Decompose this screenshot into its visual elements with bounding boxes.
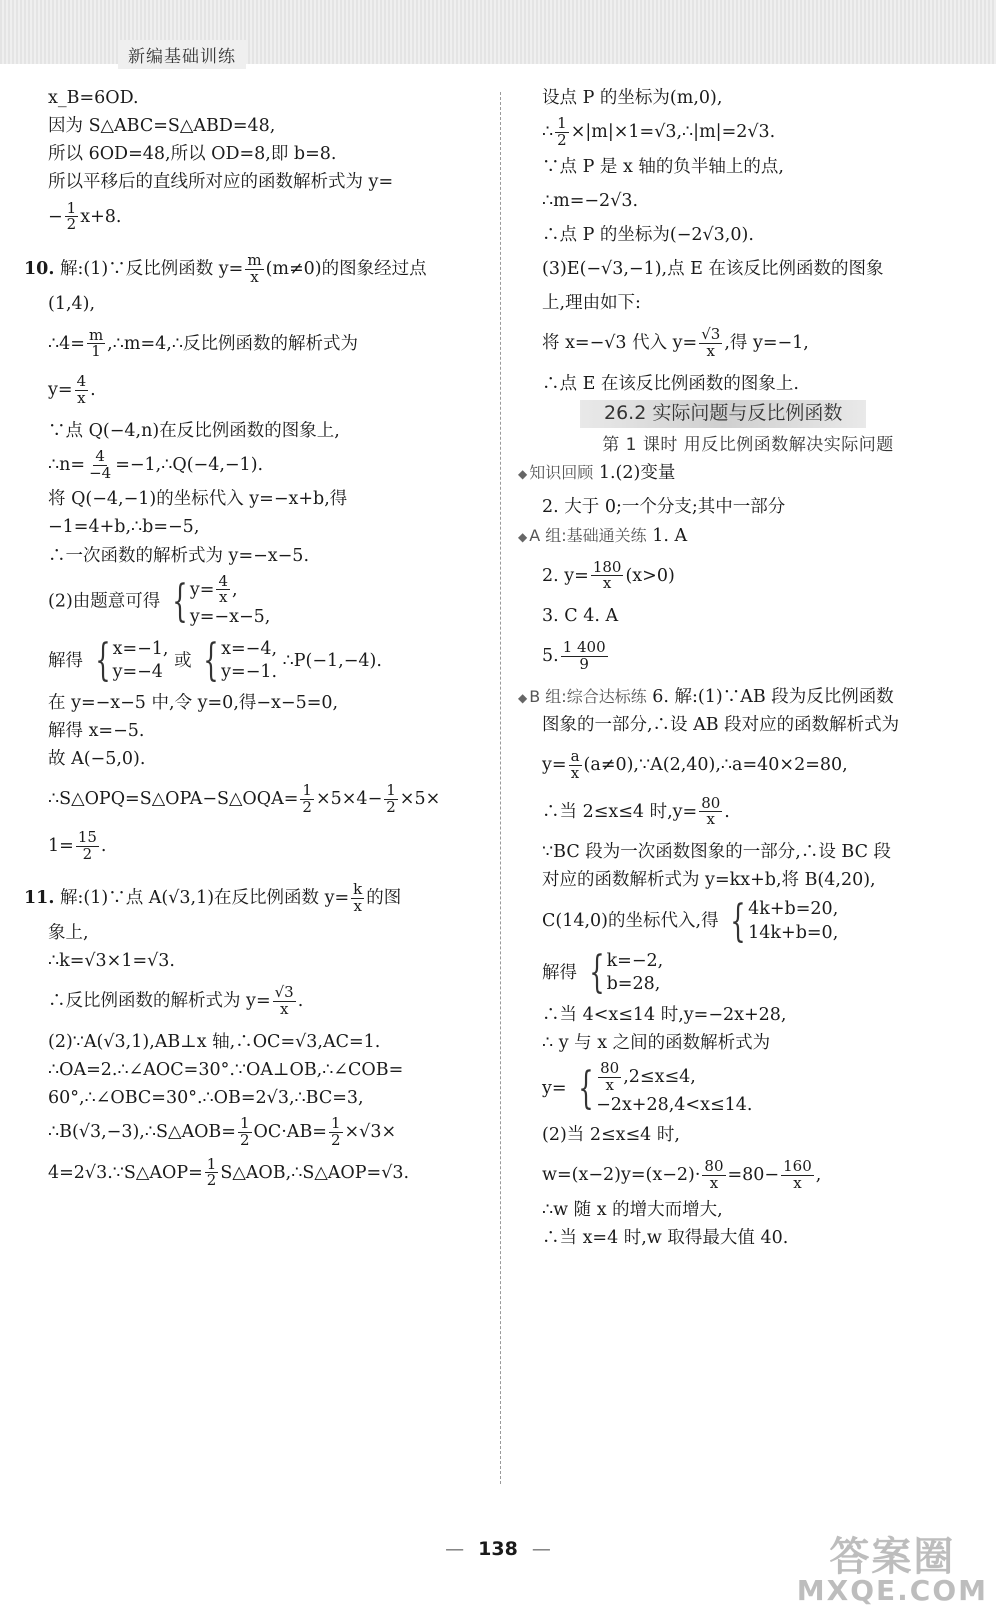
- text: =−1,∴Q(−4,−1).: [115, 454, 264, 475]
- formula-line: [518, 116, 978, 149]
- text-line: 设点 P 的坐标为(m,0),: [542, 88, 723, 108]
- system-row: 14k+b=0,: [748, 922, 839, 943]
- fraction: [205, 1154, 219, 1190]
- fraction: [87, 446, 113, 482]
- numerator: 4: [76, 372, 87, 391]
- denominator: x: [250, 267, 259, 286]
- brace: {: [94, 635, 111, 687]
- question-11-line: [24, 882, 480, 915]
- fraction: [569, 749, 582, 782]
- text-line: ∴一次函数的解析式为 y=−x−5.: [48, 545, 310, 566]
- right-column: [518, 88, 978, 1248]
- text: 解得: [48, 650, 83, 671]
- text-line: 图象的一部分,∴设 AB 段对应的函数解析式为: [542, 714, 900, 735]
- text: .: [724, 801, 730, 822]
- system-row: x=−4,: [221, 638, 278, 659]
- system-row: x=−1,: [112, 638, 169, 659]
- system-row: y=−1.: [221, 662, 278, 683]
- denominator: x: [602, 574, 612, 593]
- text: .: [90, 379, 96, 400]
- denominator: 2: [330, 1130, 341, 1149]
- section-tag: 知识回顾: [529, 463, 594, 483]
- text: .: [297, 990, 304, 1011]
- text: w=(x−2)y=(x−2)·: [542, 1165, 701, 1186]
- text-line: 2. 大于 0;一个分支;其中一部分: [542, 497, 786, 518]
- numerator: 4: [218, 571, 228, 590]
- text: ,2≤x≤4,: [623, 1066, 696, 1087]
- text-line: 所以 6OD=48,所以 OD=8,即 b=8.: [48, 144, 337, 165]
- system-line: [24, 635, 480, 687]
- text-line: 象上,: [48, 922, 89, 943]
- fraction: [245, 253, 263, 286]
- fraction: [273, 985, 296, 1018]
- system-line: [518, 895, 978, 947]
- numerator: 4: [95, 446, 105, 465]
- numerator: √3: [701, 325, 721, 344]
- text: −: [48, 206, 63, 227]
- text-line: ∴k=√3×1=√3.: [48, 951, 175, 971]
- system-row: b=28,: [606, 974, 661, 995]
- text: 解得: [542, 962, 577, 983]
- text-line: x_B=6OD.: [48, 88, 139, 108]
- formula-line: [518, 557, 978, 593]
- text: ,得 y=−1,: [724, 333, 809, 353]
- formula-line: [518, 793, 978, 829]
- text: x+8.: [80, 206, 122, 227]
- denominator: −4: [89, 463, 112, 482]
- text-line: ∵点 P 是 x 轴的负半轴上的点,: [542, 156, 784, 177]
- text: 5.: [542, 646, 559, 667]
- text: ,∴m=4,∴反比例函数的解析式为: [107, 333, 358, 354]
- text-line: 所以平移后的直线所对应的函数解析式为 y=: [48, 172, 394, 193]
- numerator: 1 400: [562, 638, 606, 657]
- denominator: 2: [239, 1130, 250, 1149]
- lesson-title: 第 1 课时 用反比例函数解决实际问题: [602, 434, 894, 455]
- question-10-line: [24, 253, 480, 286]
- header-title: 新编基础训练: [118, 40, 246, 69]
- numerator: 1: [239, 1114, 250, 1132]
- fraction: [699, 327, 722, 360]
- text-line: ∴OA=2.∴∠AOC=30°.∵OA⊥OB,∴∠COB=: [48, 1059, 404, 1080]
- numerator: √3: [274, 983, 294, 1002]
- text-line: 上,理由如下:: [542, 293, 641, 314]
- brace: {: [203, 635, 219, 687]
- text: ∴n=: [48, 454, 86, 475]
- piecewise-line: [518, 1061, 978, 1117]
- fraction: [598, 1061, 621, 1094]
- text-line: 将 Q(−4,−1)的坐标代入 y=−x+b,得: [48, 489, 348, 510]
- question-number: 10.: [24, 258, 55, 279]
- text: ×5×: [399, 789, 441, 810]
- numerator: 1: [386, 781, 396, 800]
- numerator: m: [88, 325, 104, 344]
- text: ∴S△OPQ=S△OPA−S△OQA=: [48, 789, 299, 810]
- text: .: [100, 835, 107, 856]
- text: y=: [542, 754, 567, 775]
- text: S△AOB,∴S△AOP=√3.: [220, 1162, 410, 1183]
- numerator: 180: [592, 557, 622, 576]
- fraction: [329, 1116, 343, 1149]
- section-tag: B 组:综合达标练: [529, 686, 647, 706]
- equation-system: [724, 895, 839, 947]
- section-title: 26.2 实际问题与反比例函数: [580, 400, 866, 428]
- fraction: [216, 571, 230, 607]
- denominator: 2: [206, 1171, 217, 1190]
- fraction: [76, 827, 99, 863]
- denominator: 2: [82, 844, 93, 863]
- left-column: [24, 88, 480, 1189]
- text: 1=: [48, 835, 74, 856]
- numerator: 1: [302, 781, 312, 800]
- formula-line: [24, 1154, 480, 1190]
- text: (2)由题意可得: [48, 591, 161, 612]
- numerator: 15: [77, 827, 97, 846]
- fraction: [87, 325, 105, 361]
- system-row: [189, 571, 270, 607]
- text-line: ∴当 x=4 时,w 取得最大值 40.: [542, 1227, 789, 1248]
- fraction: [65, 198, 79, 234]
- formula-line: [518, 749, 978, 782]
- text: y=: [542, 1078, 567, 1099]
- text: =80−: [727, 1165, 780, 1186]
- numerator: 80: [704, 1157, 724, 1176]
- text-line: ∵点 Q(−4,n)在反比例函数的图象上,: [48, 420, 340, 441]
- formula-line: [518, 1159, 978, 1192]
- text-line: 3. C 4. A: [542, 606, 619, 627]
- text-line: ∴点 P 的坐标为(−2√3,0).: [542, 224, 754, 245]
- numerator: 1: [206, 1154, 217, 1173]
- text: 6. 解:(1)∵AB 段为反比例函数: [652, 686, 894, 707]
- formula-line: [518, 327, 978, 360]
- text-line: 故 A(−5,0).: [48, 749, 146, 770]
- piecewise-function: [572, 1061, 752, 1117]
- text: y=: [48, 379, 73, 400]
- equation-system: [89, 635, 169, 687]
- text: 解:(1)∵反比例函数 y=: [60, 258, 244, 279]
- equation-system: [166, 571, 271, 630]
- denominator: x: [605, 1075, 614, 1094]
- text: 或: [174, 650, 192, 671]
- formula-line: [24, 325, 480, 361]
- fraction: [781, 1159, 814, 1192]
- text-line: ∴当 4<x≤14 时,y=−2x+28,: [542, 1004, 787, 1025]
- text-line: ∴点 E 在该反比例函数的图象上.: [542, 373, 799, 394]
- fraction: [555, 116, 569, 149]
- formula-line: [24, 446, 480, 482]
- denominator: 2: [386, 798, 396, 817]
- text-line: ∵BC 段为一次函数图象的一部分,∴设 BC 段: [542, 842, 892, 863]
- text-line: (3)E(−√3,−1),点 E 在该反比例函数的图象: [542, 259, 884, 279]
- formula-line: [24, 827, 480, 863]
- text: ∴反比例函数的解析式为 y=: [48, 990, 271, 1011]
- text-line: ∴w 随 x 的增大而增大,: [542, 1199, 723, 1220]
- denominator: x: [353, 897, 362, 916]
- text-line: ∴ y 与 x 之间的函数解析式为: [542, 1032, 771, 1053]
- system-row: k=−2,: [606, 950, 664, 971]
- text-line: 对应的函数解析式为 y=kx+b,将 B(4,20),: [542, 870, 876, 891]
- text: ∴P(−1,−4).: [282, 650, 382, 671]
- text: y=: [189, 579, 215, 600]
- system-line: [518, 947, 978, 999]
- watermark-text: 答案圈: [829, 1534, 956, 1580]
- denominator: x: [793, 1174, 802, 1193]
- fraction: [238, 1116, 252, 1149]
- text: 4=2√3.∵S△AOP=: [48, 1162, 203, 1183]
- fraction: [702, 1159, 725, 1192]
- denominator: 1: [91, 342, 101, 361]
- section-tag: A 组:基础通关练: [529, 525, 647, 545]
- fraction: [699, 793, 722, 829]
- text: ∴B(√3,−3),∴S△AOB=: [48, 1121, 236, 1142]
- brace: {: [588, 947, 605, 999]
- fraction: [561, 640, 608, 673]
- diamond-icon: ◆: [518, 467, 528, 482]
- diamond-icon: ◆: [518, 690, 528, 705]
- diamond-icon: ◆: [518, 529, 528, 544]
- text-line: (2)∵A(√3,1),AB⊥x 轴,∴OC=√3,AC=1.: [48, 1031, 381, 1052]
- text: C(14,0)的坐标代入,得: [542, 911, 719, 932]
- watermark-url: MXQE.COM: [796, 1574, 988, 1607]
- formula-line: [518, 640, 978, 673]
- fraction: [591, 557, 624, 593]
- fraction: [75, 374, 89, 407]
- formula-line: [24, 198, 480, 234]
- system-row: −2x+28,4<x≤14.: [596, 1094, 753, 1115]
- system-row: 4k+b=20,: [748, 899, 839, 920]
- text: 2. y=: [542, 565, 589, 586]
- text-line: (1,4),: [48, 293, 96, 314]
- system-line: [24, 571, 480, 630]
- knowledge-line: [518, 463, 978, 483]
- text-line: 因为 S△ABC=S△ABD=48,: [48, 116, 276, 137]
- formula-line: [24, 374, 480, 407]
- formula-line: [24, 783, 480, 816]
- text: 1. A: [652, 525, 688, 546]
- denominator: 2: [66, 215, 77, 234]
- text: 1.(2)变量: [598, 463, 676, 484]
- formula-line: [24, 1116, 480, 1149]
- brace: {: [578, 1063, 594, 1115]
- brace: {: [730, 895, 746, 947]
- text: 解:(1)∵点 A(√3,1)在反比例函数 y=: [60, 888, 350, 909]
- brace: {: [172, 575, 188, 627]
- watermark-logo: [797, 1525, 988, 1607]
- text-line: 在 y=−x−5 中,令 y=0,得−x−5=0,: [48, 693, 339, 713]
- text: ,: [231, 579, 238, 600]
- denominator: x: [218, 588, 228, 607]
- text: 的图: [366, 888, 402, 909]
- denominator: x: [709, 1174, 719, 1193]
- numerator: 1: [557, 114, 567, 133]
- text-line: 解得 x=−5.: [48, 721, 145, 742]
- text: ×√3×: [344, 1121, 397, 1142]
- column-divider: [500, 92, 501, 1484]
- text: (a≠0),∵A(2,40),∴a=40×2=80,: [583, 754, 848, 775]
- group-b-line: [518, 687, 978, 707]
- text: ×|m|×1=√3,∴|m|=2√3.: [570, 121, 776, 142]
- text: ∴当 2≤x≤4 时,y=: [542, 801, 698, 822]
- denominator: x: [706, 810, 715, 829]
- text: ∴4=: [48, 333, 85, 354]
- text-line: ∴m=−2√3.: [542, 190, 639, 211]
- system-row: [596, 1061, 752, 1094]
- text: 将 x=−√3 代入 y=: [542, 333, 698, 353]
- numerator: 80: [600, 1059, 620, 1078]
- denominator: x: [77, 388, 86, 407]
- denominator: 2: [302, 798, 312, 817]
- numerator: k: [353, 880, 363, 899]
- group-a-line: [518, 526, 978, 546]
- system-row: y=−4: [112, 662, 163, 683]
- text: (x>0): [625, 565, 675, 586]
- text: ×5×4−: [315, 789, 383, 810]
- formula-line: [24, 985, 480, 1018]
- numerator: 80: [701, 793, 721, 812]
- numerator: a: [570, 747, 580, 766]
- text-line: −1=4+b,∴b=−5,: [48, 517, 200, 538]
- text-line: 60°,∴∠OBC=30°.∴OB=2√3,∴BC=3,: [48, 1087, 364, 1108]
- text: OC·AB=: [253, 1121, 327, 1142]
- denominator: x: [570, 763, 580, 782]
- numerator: 1: [66, 198, 77, 217]
- page-number: — 138 —: [0, 1538, 996, 1560]
- fraction: [300, 783, 314, 816]
- fraction: [384, 783, 398, 816]
- text-line: (2)当 2≤x≤4 时,: [542, 1125, 680, 1146]
- text: (m≠0)的图象经过点: [265, 258, 427, 279]
- equation-system: [197, 635, 278, 687]
- numerator: 1: [330, 1114, 341, 1132]
- denominator: 9: [579, 655, 589, 674]
- denominator: x: [706, 342, 715, 360]
- text: ∴: [542, 121, 554, 142]
- question-number: 11.: [24, 888, 55, 909]
- numerator: m: [247, 251, 262, 269]
- denominator: 2: [557, 130, 567, 149]
- numerator: 160: [783, 1157, 812, 1176]
- equation-system: [583, 947, 664, 999]
- denominator: x: [279, 999, 289, 1018]
- fraction: [351, 882, 364, 915]
- system-row: y=−x−5,: [189, 607, 271, 628]
- text: ,: [815, 1165, 822, 1186]
